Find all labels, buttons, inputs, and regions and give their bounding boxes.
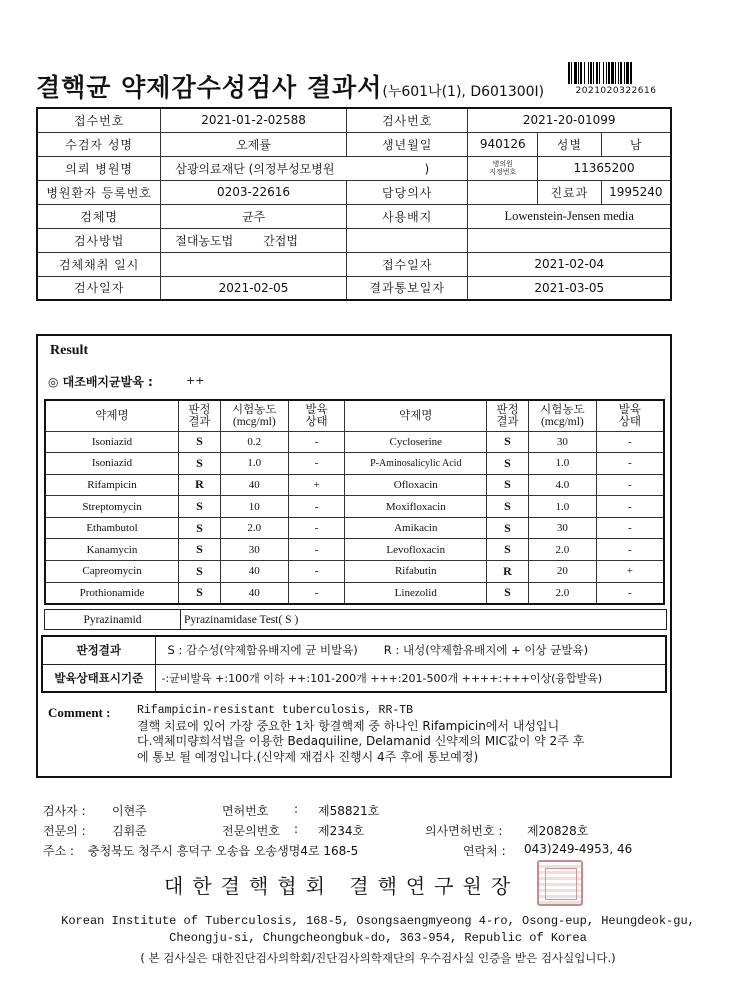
header-result-line2: 결과 (188, 415, 211, 428)
test-concentration: 1.0 (528, 453, 596, 475)
test-concentration: 4.0 (528, 474, 596, 496)
drug-name: Rifampicin (45, 474, 179, 496)
organization-name: 대한결핵협회 결핵연구원장 (164, 874, 520, 898)
table-row (45, 496, 664, 518)
hospital-close-paren: ) (424, 161, 430, 176)
patient-name-label: 수검자 성명 (37, 132, 161, 156)
medium-label: 사용배지 (346, 204, 468, 228)
header-conc-line1: 시험농도 (540, 403, 585, 416)
result-code: S (487, 539, 529, 561)
growth-status: - (596, 496, 664, 518)
table-row (37, 180, 671, 204)
header-growth-line1: 발육 (305, 403, 328, 416)
collect-date-label: 검체채취 일시 (37, 252, 161, 276)
header-growth-line1: 발육 (618, 403, 641, 416)
growth-status: - (596, 474, 664, 496)
hospital-value (161, 156, 468, 180)
specialist-no-value: 제234호 (318, 824, 365, 838)
hospital-name: 삼광의료재단 (의정부성모병원 (175, 161, 335, 176)
barcode-icon (568, 62, 664, 84)
license-label: 면허번호 (222, 804, 269, 818)
result-code: S (487, 474, 529, 496)
growth-status: - (288, 453, 345, 475)
drug-name: Linezolid (345, 582, 487, 604)
table-row (37, 132, 671, 156)
hospital-label: 의뢰 병원명 (37, 156, 161, 180)
comment-line: 다.액체미량희석법을 이용한 Bedaquiline, Delamanid 신약제의 MIC값이 약 2주 후 (137, 734, 585, 748)
receipt-no-value: 2021-01-2-02588 (161, 108, 347, 132)
legend-judgement-value (155, 636, 666, 664)
table-header-row (45, 400, 664, 431)
empty-cell (346, 228, 468, 252)
growth-status: - (596, 517, 664, 539)
tester-name: 이현주 (112, 804, 147, 818)
result-code: R (487, 561, 529, 583)
inst-code-value: 11365200 (538, 156, 671, 180)
table-row (37, 156, 671, 180)
reg-no-label: 병원환자 등록번호 (37, 180, 161, 204)
birth-value: 940126 (468, 132, 538, 156)
result-code: S (179, 539, 221, 561)
drug-name: Kanamycin (45, 539, 179, 561)
legend-growth-value: -:균비발육 +:100개 이하 ++:101-200개 +++:201-500개 ++++:+++이상(융합발육) (155, 664, 666, 692)
doctor-value (468, 180, 538, 204)
collect-date-value (161, 252, 347, 276)
growth-status: - (288, 539, 345, 561)
test-concentration: 40 (220, 561, 288, 583)
phone-label: 연락처 : (463, 844, 506, 858)
drug-name: Ofloxacin (345, 474, 487, 496)
method-absolute: 절대농도법 (175, 233, 234, 248)
table-row (45, 431, 664, 453)
sex-label: 성별 (538, 132, 602, 156)
specialist-no-colon: : (294, 822, 299, 836)
comment-text (137, 703, 657, 765)
result-code: S (487, 582, 529, 604)
result-code: S (487, 496, 529, 518)
table-row (37, 228, 671, 252)
specimen-value: 균주 (161, 204, 347, 228)
header-concentration (528, 400, 596, 431)
growth-status: - (288, 561, 345, 583)
growth-status: - (596, 539, 664, 561)
report-date-label: 결과통보일자 (346, 276, 468, 300)
test-concentration: 2.0 (220, 517, 288, 539)
growth-status: - (288, 496, 345, 518)
table-row (45, 539, 664, 561)
growth-status: + (288, 474, 345, 496)
growth-status: - (596, 431, 664, 453)
pyrazinamide-table (44, 609, 667, 630)
title-main: 결핵균 약제감수성검사 결과서 (36, 73, 383, 102)
method-indirect: 간접법 (263, 233, 298, 248)
title-form-code: (누601나(1), D601300I) (382, 84, 545, 100)
drug-name: Prothionamide (45, 582, 179, 604)
birth-label: 생년월일 (346, 132, 468, 156)
table-row (42, 664, 666, 692)
dept-label: 진료과 (538, 180, 602, 204)
license-value: 제58821호 (318, 804, 380, 818)
growth-status: - (288, 582, 345, 604)
report-date-value: 2021-03-05 (468, 276, 671, 300)
result-code: S (179, 431, 221, 453)
doctor-label: 담당의사 (346, 180, 468, 204)
result-code: S (179, 517, 221, 539)
empty-cell (468, 228, 671, 252)
drug-name: Amikacin (345, 517, 487, 539)
result-title: Result (50, 343, 89, 358)
test-no-label: 검사번호 (346, 108, 468, 132)
drug-name: Rifabutin (345, 561, 487, 583)
table-row (45, 453, 664, 475)
official-seal-icon (537, 860, 583, 906)
header-result-line2: 결과 (496, 415, 519, 428)
specialist-no-label: 전문의번호 (222, 824, 280, 838)
pza-value: Pyrazinamidase Test( S ) (181, 610, 667, 630)
header-conc-line1: 시험농도 (232, 403, 277, 416)
method-label: 검사방법 (37, 228, 161, 252)
table-row (37, 276, 671, 300)
result-code: S (179, 582, 221, 604)
legend-susceptible: S : 감수성(약제함유배지에 균 비발육) (167, 643, 358, 658)
reg-no-value: 0203-22616 (161, 180, 347, 204)
patient-name-value: 오제률 (161, 132, 347, 156)
control-growth-label: ◎ 대조배지균발육 : (48, 375, 153, 389)
test-concentration: 2.0 (528, 582, 596, 604)
test-date-label: 검사일자 (37, 276, 161, 300)
growth-status: + (596, 561, 664, 583)
pza-label: Pyrazinamid (45, 610, 181, 630)
header-growth (596, 400, 664, 431)
header-concentration (220, 400, 288, 431)
result-code: R (179, 474, 221, 496)
address-label: 주소 : (43, 844, 75, 858)
table-row (45, 610, 667, 630)
drug-name: Ethambutol (45, 517, 179, 539)
test-date-value: 2021-02-05 (161, 276, 347, 300)
comment-line: Rifampicin-resistant tuberculosis, RR-TB (137, 704, 414, 717)
document-title (36, 68, 544, 104)
table-row (37, 204, 671, 228)
susceptibility-table (44, 399, 665, 605)
drug-name: P-Aminosalicylic Acid (345, 453, 487, 475)
result-code: S (179, 561, 221, 583)
growth-status: - (288, 517, 345, 539)
specialist-name: 김휘준 (112, 824, 147, 838)
inst-code-label (468, 156, 538, 180)
drug-name: Cycloserine (345, 431, 487, 453)
growth-status: - (288, 431, 345, 453)
sex-value: 남 (601, 132, 671, 156)
specimen-label: 검체명 (37, 204, 161, 228)
receipt-date-label: 접수일자 (346, 252, 468, 276)
drug-name: Levofloxacin (345, 539, 487, 561)
drug-name: Capreomycin (45, 561, 179, 583)
test-concentration: 20 (528, 561, 596, 583)
inst-code-label-line2: 지정번호 (489, 168, 517, 176)
comment-line: 에 통보 될 예정입니다.(신약제 재검사 진행시 4주 후에 통보예정) (137, 749, 479, 764)
specialist-label: 전문의 : (43, 824, 86, 838)
certification-note: ( 본 검사실은 대한진단검사의학회/진단검사의학재단의 우수검사실 인증을 받은 검사실입니다.) (140, 951, 616, 965)
test-concentration: 2.0 (528, 539, 596, 561)
header-result-line1: 판정 (496, 403, 519, 416)
table-row (45, 582, 664, 604)
test-concentration: 1.0 (528, 496, 596, 518)
medium-value: Lowenstein-Jensen media (468, 204, 671, 228)
patient-info-table (36, 107, 672, 301)
growth-status: - (596, 582, 664, 604)
test-no-value: 2021-20-01099 (468, 108, 671, 132)
table-row (37, 108, 671, 132)
legend-resistant: R : 내성(약제함유배지에 + 이상 균발육) (383, 643, 589, 658)
header-growth-line2: 상태 (618, 415, 641, 428)
inst-code-label-line1: 병의원 (492, 160, 513, 168)
comment-line: 결핵 치료에 있어 가장 중요한 1차 항결핵제 중 하나인 Rifampicin에서 내성입니 (137, 718, 560, 733)
comment-label: Comment : (48, 705, 111, 720)
result-code: S (487, 453, 529, 475)
tester-label: 검사자 : (43, 804, 86, 818)
header-result (487, 400, 529, 431)
barcode-number: 2021020322616 (575, 86, 657, 96)
license-colon: : (294, 802, 299, 816)
result-code: S (179, 496, 221, 518)
legend-table (41, 635, 667, 693)
table-row (45, 517, 664, 539)
table-row (42, 636, 666, 664)
drug-name: Isoniazid (45, 431, 179, 453)
receipt-date-value: 2021-02-04 (468, 252, 671, 276)
test-concentration: 10 (220, 496, 288, 518)
header-drug: 약제명 (45, 400, 179, 431)
method-value (161, 228, 347, 252)
header-result (179, 400, 221, 431)
header-conc-line2: (mcg/ml) (232, 415, 276, 428)
doctor-license-label: 의사면허번호 : (425, 824, 503, 838)
header-growth-line2: 상태 (305, 415, 328, 428)
result-code: S (487, 517, 529, 539)
header-result-line1: 판정 (188, 403, 211, 416)
phone-value: 043)249-4953, 46 (524, 842, 633, 856)
table-row (37, 252, 671, 276)
address-english-line2: Cheongju-si, Chungcheongbuk-do, 363-954, Republic of Korea (169, 931, 587, 945)
drug-name: Isoniazid (45, 453, 179, 475)
result-code: S (179, 453, 221, 475)
table-row (45, 561, 664, 583)
doctor-license-value: 제20828호 (527, 824, 589, 838)
address-english-line1: Korean Institute of Tuberculosis, 168-5, Osongsaengmyeong 4-ro, Osong-eup, Heungdeok-gu, (61, 914, 695, 928)
test-concentration: 0.2 (220, 431, 288, 453)
legend-growth-label: 발육상태표시기준 (42, 664, 155, 692)
header-drug: 약제명 (345, 400, 487, 431)
control-growth-value: ++ (186, 374, 205, 387)
address-value: 충청북도 청주시 흥덕구 오송읍 오송생명4로 168-5 (88, 844, 359, 858)
receipt-no-label: 접수번호 (37, 108, 161, 132)
growth-status: - (596, 453, 664, 475)
table-row (45, 474, 664, 496)
test-concentration: 40 (220, 582, 288, 604)
drug-name: Streptomycin (45, 496, 179, 518)
header-conc-line2: (mcg/ml) (540, 415, 584, 428)
result-code: S (487, 431, 529, 453)
test-concentration: 30 (220, 539, 288, 561)
test-concentration: 1.0 (220, 453, 288, 475)
drug-name: Moxifloxacin (345, 496, 487, 518)
test-concentration: 30 (528, 517, 596, 539)
header-growth (288, 400, 345, 431)
test-concentration: 30 (528, 431, 596, 453)
legend-judgement-label: 판정결과 (42, 636, 155, 664)
dept-value: 1995240 (601, 180, 671, 204)
test-concentration: 40 (220, 474, 288, 496)
